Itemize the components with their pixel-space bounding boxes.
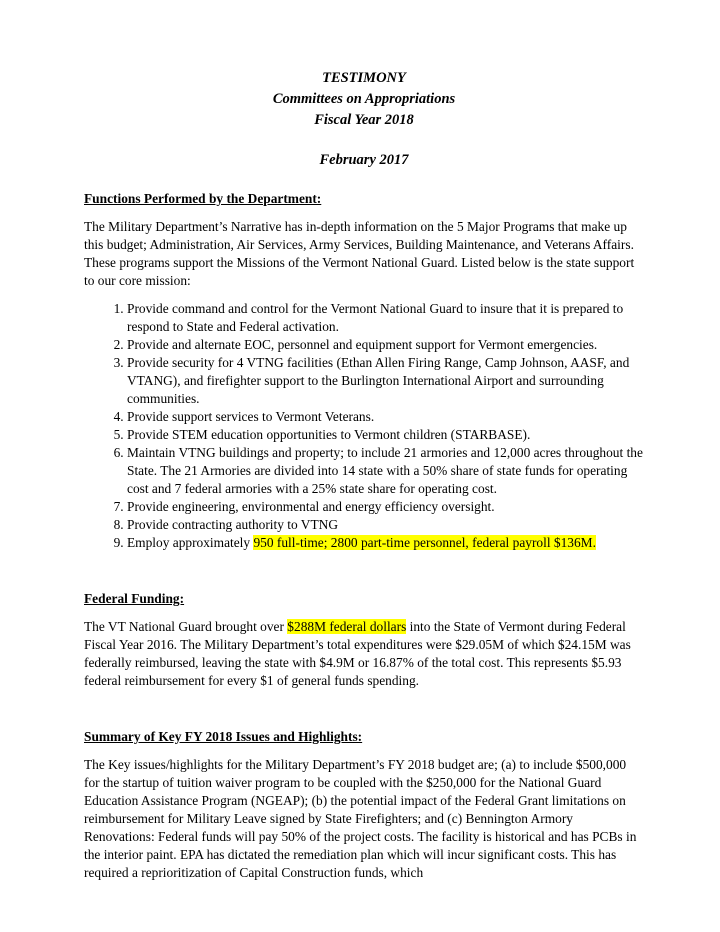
highlighted-text: $288M federal dollars	[287, 619, 407, 634]
federal-funding-paragraph	[84, 618, 644, 690]
list-item: 3. Provide security for 4 VTNG facilities (Ethan Allen Firing Range, Camp Johnson, AASF, and VTANG), and firefighter support to the Burlington International Airport and surrounding communities.	[127, 354, 644, 408]
list-item: 8. Provide contracting authority to VTNG	[127, 516, 644, 534]
summary-paragraph: The Key issues/highlights for the Military Department’s FY 2018 budget are; (a) to include $500,000 for the startup of tuition waiver program to be coupled with the $250,000 for the National Guard Education Assistance Program (NGEAP); (b) the potential impact of the Federal Grant limitations on reimbursement for Military Leave signed by State Firefighters; and (c) Bennington Armory Renovations: Federal funds will pay 50% of the project costs. The facility is historical and has PCBs in the interior paint. EPA has dictated the remediation plan which will incur significant costs. This has required a reprioritization of Capital Construction funds, which	[84, 757, 637, 880]
paragraph-text: into the State of Vermont during Federal Fiscal Year 2016. The Military Department’s total expenditures were $29.05M of which $24.15M was federally reimbursed, leaving the state with $4.9M or 16.87% of the total cost. This represents $5.93 federal reimbursement for every $1 of general funds spending.	[84, 619, 631, 688]
list-item	[127, 534, 644, 552]
list-item-text: Employ approximately	[127, 535, 254, 550]
functions-list	[84, 300, 644, 552]
list-item: 7. Provide engineering, environmental and energy efficiency oversight.	[127, 498, 644, 516]
title-date: February 2017	[319, 152, 409, 168]
list-item: 5. Provide STEM education opportunities to Vermont children (STARBASE).	[127, 426, 644, 444]
title-committees: Committees on Appropriations	[272, 91, 456, 107]
functions-intro-paragraph: The Military Department’s Narrative has in-depth information on the 5 Major Programs that make up this budget; Administration, Air Services, Army Services, Building Maintenance, and Veterans Affairs. These programs support the Missions of the Vermont National Guard. Listed below is the state support to our core mission:	[84, 219, 635, 288]
document-title-block	[84, 68, 644, 171]
highlighted-text: 950 full-time; 2800 part-time personnel, federal payroll $136M.	[253, 535, 596, 550]
list-item: 1. Provide command and control for the Vermont National Guard to insure that it is prepared to respond to State and Federal activation.	[127, 300, 644, 336]
title-fiscal-year: Fiscal Year 2018	[314, 112, 414, 128]
list-item: 4. Provide support services to Vermont Veterans.	[127, 408, 644, 426]
summary-heading: Summary of Key FY 2018 Issues and Highlights:	[84, 729, 363, 744]
federal-funding-heading: Federal Funding:	[84, 591, 185, 606]
document-page	[84, 68, 644, 882]
functions-heading: Functions Performed by the Department:	[84, 191, 322, 206]
list-item: 6. Maintain VTNG buildings and property; to include 21 armories and 12,000 acres throughout the State. The 21 Armories are divided into 14 state with a 50% share of state funds for operating cost and 7 federal armories with a 25% state share for operating cost.	[127, 444, 644, 498]
title-testimony: TESTIMONY	[322, 70, 406, 86]
list-item: 2. Provide and alternate EOC, personnel and equipment support for Vermont emergencies.	[127, 336, 644, 354]
paragraph-text: The VT National Guard brought over	[84, 619, 288, 634]
